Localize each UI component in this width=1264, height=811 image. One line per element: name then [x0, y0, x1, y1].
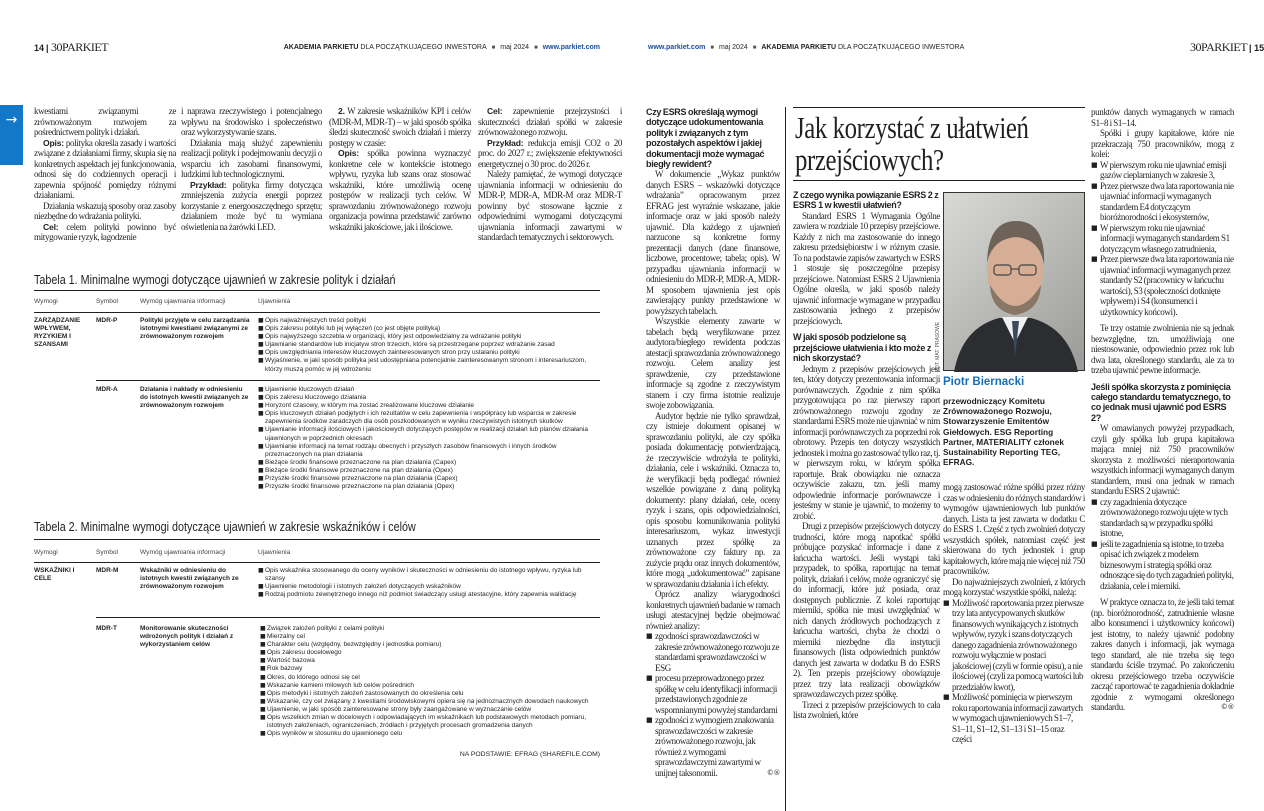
- disclosure-item: ■ Opis kluczowych działań podjętych i ich rezultatów w celu zapewnienia i współpracy lub wsparcia w zakresie zapewnienia środków zaradczych dla osób poszkodowanych w wyniku rzeczywistych istotnych skutków: [258, 410, 600, 426]
- right-column-1: [646, 107, 780, 778]
- page-number: 14: [34, 43, 45, 53]
- paragraph: [478, 169, 622, 243]
- bullet-item: [1091, 497, 1234, 539]
- requirement-cell: Polityki przyjęte w celu zarządzania istotnymi kwestiami związanymi ze zrównoważonym rozwojem: [140, 317, 250, 341]
- disclosure-item: ■ Opis zakresu docelowego: [260, 649, 600, 657]
- disclosure-item: ■ Ujawnienie kluczowych działań: [258, 386, 600, 394]
- requirement-group: WSKAŹNIKI I CELE: [34, 567, 75, 583]
- paragraph: [478, 138, 622, 170]
- headline: Jak korzystać z ułatwień przejściowych?: [795, 110, 1029, 177]
- bullet-item: [1091, 160, 1234, 181]
- column-header: Symbol: [96, 549, 118, 556]
- bullet-item: [646, 673, 780, 715]
- paragraph-text: Audytor będzie nie tylko sprawdzał, czy istnieje dokument opisanej w sprawozdaniu polityki, ale czy spółka posiada dokumentację potwierdzającą, że rzeczywiście wdrożyła te polityki, działania, cele i wskaźniki. Oznacza to, że weryfikacji będą podlegać również wszelkie powiązane z daną polityką dokumenty: plany działań, cele, oceny ryzyk i szans, opis odpowiedzialności, opis sposobu komunikowania polityki interesariuszom, wykaz inwestycji uznanych przez spółkę za zrównoważone czy faktury np. za zużycie prądu oraz innych dokumentów, które mogą „udokumentować” zapisane w sprawozdaniu działania i ich efekty.: [646, 410, 780, 589]
- bullet-text: Możliwość raportowania przez pierwsze trzy lata antycypowanych skutków finansowych wynikających z istotnych wpływów, ryzyk i szans dotyczących danego zagadnienia zrównoważonego rozwoju wyłącznie w postaci jakościowej (czyli w formie opisu), a nie ilościowej (czyli za pomocą wartości lub przedziałów kwot),: [952, 597, 1084, 692]
- paragraph: [181, 138, 322, 180]
- symbol-cell: MDR-P: [96, 317, 118, 324]
- disclosures-list: [260, 625, 600, 738]
- bullet-text: W pierwszym roku nie ujawniać informacji wymaganych standardem S1 dotyczącym własnego zatrudnienia,: [1100, 222, 1230, 254]
- paragraph-text: W zakresie wskaźników KPI i celów (MDR-M, MDR-T) – w jaki sposób spółka śledzi skuteczność swoich działań i mierzy postępy w czasie:: [329, 106, 471, 148]
- site-link[interactable]: www.parkiet.com: [648, 44, 706, 51]
- bullet-item: [646, 631, 780, 673]
- disclosures-list: [258, 567, 600, 599]
- table-title: Tabela 2. Minimalne wymogi dotyczące ujawnień w zakresie wskaźników i celów: [34, 520, 416, 534]
- right-page-folio: 30PARKIET | 15: [1190, 40, 1264, 54]
- bullet-text: zgodności z wymogiem znakowania sprawozdawczości w zakresie zrównoważonego rozwoju, jak również z wymogami sprawozdawczymi zawartymi w unijnej taksonomii.: [655, 715, 774, 778]
- paragraph: [329, 148, 471, 232]
- end-mark-icon: ©®: [766, 768, 780, 777]
- paragraph: [34, 201, 176, 222]
- symbol-cell: MDR-M: [96, 567, 119, 574]
- paragraph: [1091, 323, 1234, 376]
- requirement-cell: Monitorowanie skuteczności wdrożonych polityk i działań z wykorzystaniem celów: [140, 625, 234, 649]
- paragraph-text: Te trzy ostatnie zwolnienia nie są jednak bezwzględne, tzn. umożliwiają one niestosowanie, odpowiednio przez rok lub dwa lata, określonego standardu, ale za to trzeba ujawnić pewne informacje.: [1091, 323, 1234, 375]
- right-column-4: [1091, 107, 1234, 713]
- page-number: 15: [1254, 43, 1264, 53]
- disclosure-item: ■ Ujawnienie, w jaki sposób zainteresowane strony były zaangażowane w wyznaczanie celów: [260, 706, 600, 714]
- expert-name: Piotr Biernacki: [943, 376, 1025, 388]
- site-link[interactable]: www.parkiet.com: [542, 44, 600, 51]
- bullet-text: Przez pierwsze dwa lata raportowania nie ujawniać informacji wymaganych przez standardy S2 (pracownicy w łańcuchu wartości), S3 (społeczności dotknięte wpływem) i S4 (konsumenci i użytkownicy końcowi).: [1100, 254, 1234, 317]
- paragraph-text: spółka powinna wyznaczyć konkretne cele w kontekście istotnego wpływu, ryzyka lub szans oraz stosować wskaźniki, które umożliwią ocenę postępów w realizacji tych celów. W sprawozdaniu zrównoważonego rozwoju organizacja powinna przedstawić zarówno wskaźniki jakościowe, jak i ilościowe.: [329, 148, 471, 232]
- paragraph: [181, 106, 322, 138]
- section-tab: [0, 105, 23, 165]
- paragraph: [1091, 128, 1234, 160]
- column-header: Wymóg ujawniania informacji: [140, 549, 226, 556]
- requirement-cell: Działania i nakłady w odniesieniu do istotnych kwestii związanych ze zrównoważonym rozwojem: [140, 386, 249, 410]
- paragraph: [793, 364, 940, 522]
- disclosure-item: ■ Przyszłe środki finansowe przeznaczone na plan działania (Opex): [258, 483, 600, 491]
- paragraph-text: Spółki i grupy kapitałowe, które nie przekraczają 750 pracowników, mogą z kolei:: [1091, 128, 1234, 159]
- bullet-item: [1091, 539, 1234, 592]
- expert-bio: przewodniczący Komitetu Zrównoważonego Rozwoju, Stowarzyszenie Emitentów Giełdowych. ESG Reporting Partner, MATERIALITY członek Sustainability Reporting TEG, EFRAG.: [943, 396, 1064, 468]
- paragraph-text: W praktyce oznacza to, że jeśli taki temat (np. bioróżnorodność, zatrudnienie własne albo konsumenci i użytkownicy końcowi) jest istotny, to należy ujawnić podobny zakres danych i informacji, jak wymaga tego standard, ale nie trzeba się tego standardu ściśle trzymać. Po zakończeniu okresu przejściowego trzeba oczywiście zacząć raportować te zagadnienia dokładnie zgodnie z wymogami określonego standardu.: [1091, 597, 1234, 713]
- right-column-2: [793, 190, 940, 721]
- left-page-folio: 14 | 30PARKIET: [34, 40, 109, 54]
- disclosure-item: ■ Okres, do którego odnosi się cel: [260, 674, 600, 682]
- requirement-group: ZARZĄDZANIE WPŁYWEM, RYZYKIEM I SZANSAMI: [34, 317, 81, 349]
- paragraph-text: Należy pamiętać, że wymogi dotyczące ujawniania informacji w odniesieniu do MDR-P, MDR-A, MDR-M oraz MDR-T powinny być stosowane łącznie z odpowiednimi wymogami dotyczącymi ujawniania informacji zawartymi w standardach tematycznych i sektorowych.: [478, 169, 622, 242]
- subheading: Czy ESRS określają wymogi dotyczące udokumentowania polityk i związanych z tym pozostałych aspektów i jakiej dokumentacji może wymagać biegły rewident?: [646, 107, 765, 170]
- paragraph: [646, 169, 780, 316]
- bullet-text: jeśli te zagadnienia są istotne, to trzeba opisać ich związek z modelem biznesowym i strategią spółki oraz odnoszące się do tych zagadnień polityki, działania, cele i mierniki.: [1100, 538, 1234, 591]
- disclosure-item: ■ Opis wszelkich zmian w docelowych i odpowiadających im wskaźnikach lub podstawowych metodach pomiaru, istotnych założeniach, ograniczeniach, źródłach i przyjętych procesach gromadzenia danych: [260, 714, 600, 730]
- paragraph: [793, 700, 940, 721]
- paragraph: [1091, 597, 1234, 713]
- paragraph-text: W omawianych powyżej przypadkach, czyli gdy spółka lub grupa kapitałowa mająca mniej niż 750 pracowników skorzysta z możliwości nieraportowania wszystkich informacji wymaganych danym standardem, musi ona jednak w ramach standardu ESRS 2 ujawnić:: [1091, 423, 1234, 497]
- bullet-text: Możliwość pominięcia w pierwszym roku raportowania informacji zawartych w wymogach ujawnieniowych S1–7, S1–11, S1–12, S1–13 i S1–15 oraz części: [952, 692, 1083, 744]
- disclosure-item: ■ Wyjaśnienie, w jaki sposób polityka jest udostępniana potencjalnie zainteresowanym stronom i interesariuszom, którzy muszą pomóc w jej wdrożeniu: [258, 357, 600, 373]
- parkiet-logo: 30PARKIET: [51, 40, 109, 54]
- paragraph-text: W dokumencie „Wykaz punktów danych ESRS – wskazówki dotyczące wdrażania” opracowanym przez EFRAG jest wyraźnie wskazane, jakie informacje oraz w jaki sposób należy ujawnić. Dla każdego z ujawnień narzucone są konkretne formy prezentacji danych (dane finansowe, liczbowe, procentowe; tabela; opis). W przypadku ujawniania informacji w odniesieniu do MDR-P, MDR-A, MDR-M sposobem ujawnienia jest opis zawierający punkty przedstawione w powyższych tabelach.: [646, 169, 780, 316]
- left-article-column-2: [181, 106, 322, 232]
- left-article-column-3: [329, 106, 471, 232]
- disclosure-item: ■ Opis wyników w stosunku do ujawnionego celu: [260, 730, 600, 738]
- disclosures-list: [258, 386, 600, 491]
- disclosure-item: ■ Opis metodyki i istotnych założeń zastosowanych do określenia celu: [260, 690, 600, 698]
- column-header: Wymogi: [34, 549, 58, 556]
- paragraph: [478, 106, 622, 138]
- paragraph: [1091, 423, 1234, 497]
- column-header: Ujawnienia: [258, 298, 291, 305]
- paragraph-text: punktów danych wymaganych w ramach S1–8 i S1–14.: [1091, 107, 1234, 128]
- requirement-cell: Wskaźniki w odniesieniu do istotnych kwestii związanych ze zrównoważonym rozwojem: [140, 567, 239, 591]
- bullet-item: [1091, 254, 1234, 317]
- bullet-text: czy zagadnienia dotyczące zrównoważonego rozwoju ujęte w tych standardach są w przypadku spółki istotne,: [1100, 496, 1228, 539]
- bullet-item: [943, 598, 1085, 693]
- disclosure-item: ■ Rok bazowy: [260, 665, 600, 673]
- subheading: Jeśli spółka skorzysta z pominięcia całego standardu tematycznego, to co jednak musi ujawnić pod ESRS 2?: [1091, 381, 1231, 423]
- paragraph-text: polityka firmy dotycząca zmniejszenia zużycia energii poprzez korzystanie z energooszczędnego sprzętu; działaniem może być tu wymiana oświetlenia na żarówki LED.: [181, 179, 322, 232]
- bullet-text: zgodności sprawozdawczości w zakresie zrównoważonego rozwoju ze standardami sprawozdawczości w ESG: [655, 631, 780, 673]
- table-title: Tabela 1. Minimalne wymogi dotyczące ujawnień w zakresie polityk i działań: [34, 273, 396, 287]
- photo-credit: FOT. MAT. PRASOWE: [935, 321, 941, 372]
- paragraph-text: Do najważniejszych zwolnień, z których mogą korzystać wszystkie spółki, należą:: [943, 576, 1085, 597]
- lead-in: Cel:: [487, 106, 503, 116]
- parkiet-logo: 30PARKIET: [1190, 40, 1248, 54]
- subheading: Z czego wynika powiązanie ESRS 2 z ESRS 1 w kwestii ułatwień?: [793, 190, 939, 211]
- bullet-text: Przez pierwsze dwa lata raportowania nie ujawniać informacji wymaganych standardem E4 dotyczącym bioróżnorodności i ekosystemów,: [1100, 180, 1234, 222]
- disclosure-item: ■ Charakter celu (względny, bezwzględny i jednostka pomiaru): [260, 641, 600, 649]
- disclosure-item: ■ Opis uwzględniania interesów kluczowych zainteresowanych stron przy ustalaniu polityki: [258, 349, 600, 357]
- paragraph: [943, 577, 1085, 598]
- right-column-3: [943, 482, 1085, 745]
- subheading: W jaki sposób podzielone są przejściowe ułatwienia i kto może z nich skorzystać?: [793, 332, 932, 364]
- paragraph: [34, 138, 176, 201]
- right-page-running-header: www.parkiet.com ■ maj 2024 ■ AKADEMIA PARKIETU DLA POCZĄTKUJĄCEGO INWESTORA: [648, 44, 965, 51]
- paragraph: [646, 316, 780, 411]
- column-header: Wymóg ujawniania informacji: [140, 298, 226, 305]
- paragraph-text: mogą zastosować różne spółki przez różny czas w odniesieniu do różnych standardów i wymogów ujawnieniowych lub punktów danych. Lista ta jest zawarta w dodatku C do ESRS 1. Część z tych zwolnień dotyczy wszystkich spółek, natomiast część jest skierowana do tych jednostek i grup kapitałowych, które mają nie więcej niż 750 pracowników.: [943, 482, 1085, 576]
- paragraph-text: Działania wskazują sposoby oraz zasoby niezbędne do wdrażania polityki.: [34, 200, 176, 221]
- lead-in: Opis:: [338, 148, 359, 158]
- disclosure-item: ■ Wartość bazowa: [260, 657, 600, 665]
- disclosure-item: ■ Horyzont czasowy, w którym ma zostać zrealizowane kluczowe działanie: [258, 402, 600, 410]
- lead-in: Przykład:: [190, 179, 227, 190]
- paragraph: [943, 482, 1085, 577]
- paragraph: [329, 106, 471, 148]
- disclosure-item: ■ Ujawnienie metodologii i istotnych założeń dotyczących wskaźników: [258, 583, 600, 591]
- lead-in: Cel:: [43, 221, 59, 232]
- paragraph-text: Trzeci z przepisów przejściowych to cała lista zwolnień, które: [793, 699, 940, 721]
- expert-portrait: [943, 192, 1085, 371]
- paragraph: [646, 411, 780, 590]
- disclosure-item: ■ Bieżące środki finansowe przeznaczone na plan działania (Capex): [258, 459, 600, 467]
- paragraph-text: zapewnienie przejrzystości i skuteczności działań spółki w zakresie zrównoważonego rozwoju.: [478, 106, 622, 137]
- column-header: Wymogi: [34, 298, 58, 305]
- bullet-item: [1091, 181, 1234, 223]
- symbol-cell: MDR-T: [96, 625, 117, 632]
- disclosure-item: ■ Opis wskaźnika stosowanego do oceny wyników i skuteczności w odniesieniu do istotnego wpływu, ryzyka lub szansy: [258, 567, 600, 583]
- disclosure-item: ■ Opis najwyższego szczebla w organizacji, który jest odpowiedzialny za wdrażanie polityki: [258, 333, 600, 341]
- paragraph-text: Działania mają służyć zapewnieniu realizacji polityk i podejmowaniu decyzji o wsparciu ich zasobami finansowymi, ludzkimi lub technologicznymi.: [181, 137, 322, 179]
- paragraph-text: Wszystkie elementy zawarte w tabelach będą weryfikowane przez audytora/biegłego rewidenta podczas atestacji sprawozdania zrównoważonego rozwoju. Celem analizy jest sprawdzenie, czy przedstawione informacje są zgodne z rzeczywistym stanem i czy firma istotnie realizuje swoje zobowiązania.: [646, 316, 780, 411]
- disclosure-item: ■ Opis zakresu polityki lub jej wyłączeń (co jest objęte polityką): [258, 325, 600, 333]
- disclosure-item: ■ Ujawnianie informacji ilościowych i jakościowych dotyczących postępów w realizacji działań lub planów działania ujawnionych w poprzednich okresach: [258, 426, 600, 442]
- disclosure-item: ■ Rodzaj podmiotu zewnętrznego innego niż podmiot świadczący usługi atestacyjne, który zapewnia walidację: [258, 591, 600, 599]
- paragraph-text: Drugi z przepisów przejściowych dotyczy trudności, które mogą napotkać spółki próbujące pozyskać informacje i dane z łańcucha wartości. Jeśli wystąpi taki przypadek, to spółka, raportując na temat polityk, działań i celów, może ograniczyć się do informacji, które już posiada, oraz dostępnych publicznie. Z kolei raportując mierniki, spółka nie musi uwzględniać w nich danych źródłowych pochodzących z łańcucha wartości, chyba że chodzi o mierniki niezbędne dla instytucji finansowych (lista odpowiednich punktów danych jest zawarta w dodatku B do ESRS 2). Ten przepis przejściowy obowiązuje przez trzy lata realizacji obowiązków sprawozdawczych przez spółkę.: [793, 521, 940, 700]
- bullet-text: procesu przeprowadzonego przez spółkę w celu identyfikacji informacji przedstawionych zgodnie ze wspomnianymi powyżej standardami: [655, 673, 778, 715]
- paragraph-text: Standard ESRS 1 Wymagania Ogólne zawiera w rozdziale 10 przepisy przejściowe. Każdy z nich ma zastosowanie do innego zakresu przedsiębiorstw i w różnym czasie. To na podstawie zapisów zawartych w ESRS 1 stosuje się poszczególne przepisy przejściowe. Natomiast ESRS 2 Ujawnienia Ogólne określa, w jaki sposób należy ujawnić informacje wymagane w przypadku zastosowania jednego z przepisów przejściowych.: [793, 210, 940, 326]
- disclosure-item: ■ Mierzalny cel: [260, 633, 600, 641]
- lead-in: Opis:: [43, 137, 64, 148]
- lead-in: Przykład:: [487, 137, 524, 148]
- disclosure-item: ■ Wskazanie kamieni milowych lub celów pośrednich: [260, 682, 600, 690]
- bullet-text: W pierwszym roku nie ujawniać emisji gazów cieplarnianych w zakresie 3,: [1100, 159, 1227, 180]
- left-page-running-header: AKADEMIA PARKIETU DLA POCZĄTKUJĄCEGO INWESTORA ■ maj 2024 ■ www.parkiet.com: [283, 44, 600, 51]
- paragraph: [1091, 107, 1234, 128]
- disclosure-item: ■ Przyszłe środki finansowe przeznaczone na plan działania (Capex): [258, 475, 600, 483]
- paragraph: [34, 106, 176, 138]
- paragraph-text: redukcja emisji CO2 o 20 proc. do 2027 r.; zwiększenie efektywności energetycznej o 30 proc. do 2026 r.: [478, 137, 622, 169]
- disclosure-item: ■ Bieżące środki finansowe przeznaczone na plan działania (Opex): [258, 467, 600, 475]
- paragraph: [646, 589, 780, 631]
- table-source: NA PODSTAWIE: EFRAG (SHAREFILE.COM): [459, 751, 600, 758]
- paragraph-text: i naprawa rzeczywistego i potencjalnego wpływu na środowisko i społeczeństwo oraz wykorzystywanie szans.: [181, 106, 322, 137]
- paragraph: [34, 222, 176, 243]
- left-article-column-4: [478, 106, 622, 243]
- arrow-right-icon: →: [5, 112, 18, 128]
- paragraph-text: polityka określa zasady i wartości związane z działaniami firmy, skupia się na konkretnych aspektach jej funkcjonowania, odnosi się do codziennych operacji i zapewnia spójność pomiędzy różnymi działaniami.: [34, 137, 176, 200]
- disclosure-item: ■ Wskazanie, czy cel związany z kwestiami środowiskowymi opiera się na jednoznacznych dowodach naukowych: [260, 698, 600, 706]
- column-header: Symbol: [96, 298, 118, 305]
- bullet-item: [943, 692, 1085, 745]
- paragraph-text: Jednym z przepisów przejściowych jest ten, który dotyczy prezentowania informacji porównawczych. Zgodnie z nim spółka przygotowująca po raz pierwszy raport zrównoważonego rozwoju zgodny ze standardami ESRS może nie ujawniać w nim informacji porównawczych za poprzedni rok obrotowy. Przepis ten dotyczy wszystkich jednostek i można go zastosować tylko raz, tj. w pierwszym roku, w którym spółka raportuje. Brak obowiązku nie oznacza oczywiście zakazu, tzn. jeśli mamy odpowiednie informacje porównawcze i jesteśmy w stanie je ujawnić, to możemy to zrobić.: [793, 363, 940, 521]
- disclosure-item: ■ Ujawnianie standardów lub inicjatyw stron trzecich, które są przestrzegane poprzez wdrażanie zasad: [258, 341, 600, 349]
- disclosures-list: [258, 317, 600, 374]
- disclosure-item: ■ Opis zakresu kluczowego działania: [258, 394, 600, 402]
- symbol-cell: MDR-A: [96, 386, 118, 393]
- bullet-item: [1091, 223, 1234, 255]
- disclosure-item: ■ Opis najważniejszych treści polityki: [258, 317, 600, 325]
- paragraph-text: celem polityki powinno być mitygowanie ryzyk, łagodzenie: [34, 221, 176, 242]
- column-header: Ujawnienia: [258, 549, 291, 556]
- bullet-item: [646, 715, 780, 778]
- paragraph: [793, 521, 940, 700]
- end-mark-icon: ©®: [1220, 703, 1234, 712]
- paragraph: [181, 180, 322, 233]
- left-article-column-1: [34, 106, 176, 243]
- paragraph-text: Oprócz analizy wiarygodności konkretnych ujawnień badanie w ramach usługi atestacyjnej będzie obejmować również analizy:: [646, 589, 780, 631]
- disclosure-item: ■ Ujawnianie informacji na temat rodzaju obecnych i przyszłych zasobów finansowych i innych środków przeznaczonych na plan działania: [258, 443, 600, 459]
- lead-in: 2.: [338, 106, 345, 116]
- paragraph: [793, 211, 940, 327]
- paragraph-text: kwestiami związanymi ze zrównoważonym rozwojem za pośrednictwem polityk i działań.: [34, 106, 176, 137]
- disclosure-item: ■ Związek założeń polityki z celami polityki: [260, 625, 600, 633]
